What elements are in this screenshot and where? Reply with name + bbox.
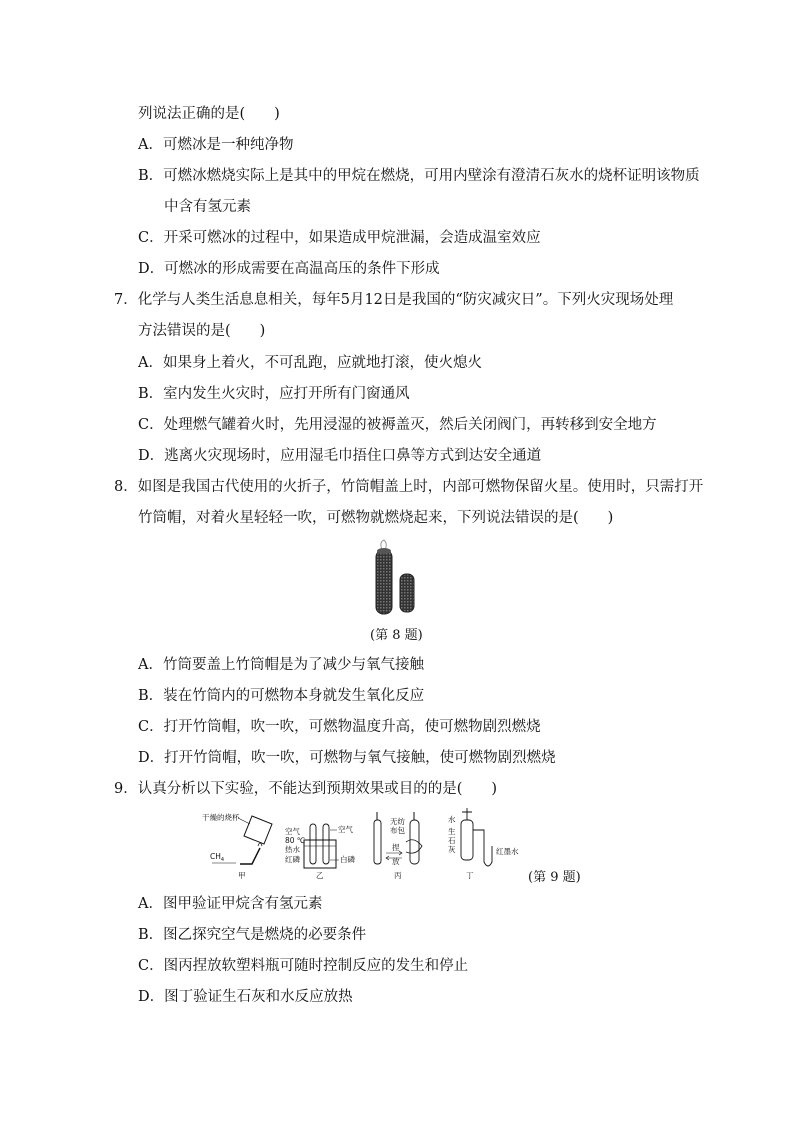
- q8-option-b: B．装在竹筒内的可燃物本身就发生氧化反应: [138, 688, 425, 704]
- fire-folder-figure: [362, 538, 432, 618]
- q9-figure-caption: (第 9 题): [528, 870, 581, 885]
- gas-tube: [240, 848, 260, 864]
- tube-cap: [400, 574, 414, 612]
- ding-label: 丁: [466, 871, 474, 880]
- experiment-bing: [374, 812, 422, 880]
- q8-option-c: C．打开竹筒帽，吹一吹，可燃物温度升高，使可燃物剧烈燃烧: [138, 719, 541, 735]
- q6-option-b-line2: 中含有氢元素: [164, 199, 251, 215]
- q6-option-b-line1: B．可燃冰燃烧实际上是其中的甲烷在燃烧，可用内壁涂有澄清石灰水的烧杯证明该物质: [138, 168, 700, 184]
- dry-beaker-label: 干燥的烧杯: [202, 813, 240, 822]
- lime-label-3: 灰: [448, 845, 456, 854]
- air-right-label: 空气: [338, 825, 353, 834]
- experiment-yi: [285, 824, 355, 880]
- experiment-jia: [202, 812, 272, 880]
- bing-label: 丙: [394, 871, 402, 880]
- squeeze-label: 捏: [392, 843, 400, 852]
- q7-option-a: A．如果身上着火，不可乱跑，应就地打滚，使火熄火: [138, 355, 482, 371]
- lime-label-1: 生: [448, 827, 456, 836]
- experiment-ding: [448, 808, 519, 880]
- q8-stem-line1: 8．如图是我国古代使用的火折子，竹筒帽盖上时，内部可燃物保留火星。使用时，只需打开: [114, 479, 704, 495]
- cloth-label-1: 无纺: [390, 817, 405, 826]
- q8-stem-line2: 竹筒帽，对着火星轻轻一吹，可燃物就燃烧起来，下列说法错误的是( ): [138, 510, 614, 526]
- hot-water-label: 热水: [285, 845, 300, 854]
- q8-figure-caption: (第 8 题): [370, 628, 423, 643]
- hand: [406, 840, 422, 853]
- inverted-beaker: [244, 816, 272, 844]
- ch4-label: $CH_4$: [210, 852, 225, 863]
- air-left-label: 空气: [285, 827, 300, 836]
- experiment-figure: [200, 806, 530, 882]
- yi-label: 乙: [316, 871, 324, 880]
- water-label: 水: [448, 815, 456, 824]
- q9-option-c: C．图丙捏放软塑料瓶可随时控制反应的发生和停止: [138, 958, 469, 974]
- q7-stem-line1: 7．化学与人类生活息息相关，每年5月12日是我国的“防灾减灾日”。下列火灾现场处理: [114, 292, 674, 308]
- q9-option-a: A．图甲验证甲烷含有氢元素: [138, 896, 323, 912]
- red-ink-label: 红墨水: [496, 847, 519, 856]
- q8-option-d: D．打开竹筒帽，吹一吹，可燃物与氧气接触，使可燃物剧烈燃烧: [138, 750, 556, 766]
- jia-label: 甲: [238, 871, 246, 880]
- tube-bing-left: [374, 820, 381, 864]
- lime-label-2: 石: [448, 836, 456, 845]
- q9-stem: 9．认真分析以下实验，不能达到预期效果或目的的是( ): [114, 781, 498, 797]
- test-tube-left: [310, 824, 316, 864]
- white-phosphorus-label: 白磷: [340, 855, 355, 864]
- lime-flask: [461, 820, 473, 860]
- q9-option-b: B．图乙探究空气是燃烧的必要条件: [138, 927, 367, 943]
- q6-option-c: C．开采可燃冰的过程中，如果造成甲烷泄漏，会造成温室效应: [138, 230, 541, 246]
- q9-option-d: D．图丁验证生石灰和水反应放热: [138, 989, 353, 1005]
- q7-stem-line2: 方法错误的是( ): [138, 323, 266, 339]
- q8-option-a: A．竹筒要盖上竹筒帽是为了减少与氧气接触: [138, 657, 424, 673]
- q7-option-d: D．逃离火灾现场时，应用湿毛巾捂住口鼻等方式到达安全通道: [138, 448, 542, 464]
- tube-opening: [377, 548, 391, 554]
- q7-option-b: B．室内发生火灾时，应打开所有门窗通风: [138, 386, 410, 402]
- u-tube: [473, 830, 492, 866]
- cloth-label-2: 布包: [390, 826, 405, 835]
- water-beaker: [304, 840, 336, 868]
- funnel: [462, 808, 472, 820]
- release-label: 放: [392, 857, 400, 866]
- q6-option-a: A．可燃冰是一种纯净物: [138, 137, 294, 153]
- bamboo-tube: [376, 550, 392, 614]
- q6-stem-tail: 列说法正确的是( ): [138, 106, 280, 122]
- red-phosphorus-label: 红磷: [285, 855, 300, 864]
- q6-option-d: D．可燃冰的形成需要在高温高压的条件下形成: [138, 261, 440, 277]
- q7-option-c: C．处理燃气罐着火时，先用浸湿的被褥盖灭，然后关闭阀门，再转移到安全地方: [138, 417, 657, 433]
- test-tube-right: [323, 824, 329, 864]
- temp-label: 80 ℃: [285, 836, 306, 845]
